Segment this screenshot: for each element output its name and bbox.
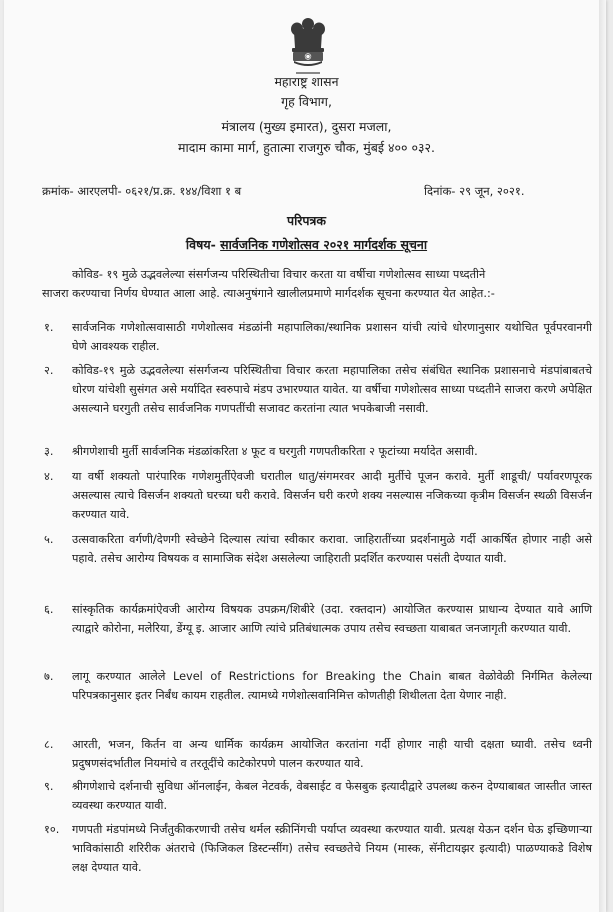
item-number: १. [44,321,54,334]
item-number: १०. [44,823,60,836]
item-text: कोविड-१९ मुळे उद्भवलेल्या संसर्गजन्य परिस्थितीचा विचार करता महापालिका तसेच संबंधित स्थानिक प्रशासनाचे मंडपांबाबतचे धोरण यांचेशी सुसंगत असे मर्यादित स्वरुपाचे मंडप उभारण्यात यावेत. या वर्षीचा गणेशोत्सव साध्या पध्दतीने साजरा करणे अपेक्षित असल्याने घरगुती तसेच सार्वजनिक गणपतींची सजावट करतांना त्यात भपकेबाजी नसावी. [72,364,592,415]
reference-number: क्रमांक- आरएलपी- ०६२१/प्र.क्र. १४४/विशा १ ब [42,184,242,198]
item-text: गणपती मंडपांमध्ये निर्जंतुकीकरणाची तसेच थर्मल स्क्रीनिंगची पर्याप्त व्यवस्था करण्यात यावी. प्रत्यक्ष येऊन दर्शन घेऊ इच्छिणाऱ्या भाविकांसाठी शरिरीक अंतराचे (फिजिकल डिस्टन्सींग) तसेच स्वच्छतेचे नियम (मास्क, सॅनीटायझर इत्यादी) पाळण्याकडे विशेष लक्ष देण्यात यावे. [72,823,592,874]
issuing-authority: महाराष्ट्र शासन [274,74,339,89]
item-number: ४. [44,470,54,483]
intro-line-1: कोविड- १९ मुळे उद्भवलेल्या संसर्गजन्य परिस्थितीचा विचार करता या वर्षीचा गणेशोत्सव साध्या पध्दतीने [72,268,486,281]
item-text: श्रीगणेशाची मुर्ती सार्वजनिक मंडळांकरिता ४ फूट व घरगुती गणपतीकरिता २ फूटांच्या मर्यादेत असावी. [72,445,478,458]
address-line-1: मंत्रालय (मुख्य इमारत), दुसरा मजला, [221,119,392,134]
item-number: ८. [44,738,54,751]
item-text: आरती, भजन, किर्तन वा अन्य धार्मिक कार्यक्रम आयोजित करतांना गर्दी होणार नाही याची दक्षता घ्यावी. तसेच ध्वनी प्रदुषणसंदर्भातील नियमांचे व तरतूदींचे काटेकोरपणे पालन करण्यात यावे. [72,738,592,770]
issuing-department: गृह विभाग, [281,94,332,109]
subject-line [0,236,613,253]
item-text: सांस्कृतिक कार्यक्रमांऐवजी आरोग्य विषयक उपक्रम/शिबीरे (उदा. रक्तदान) आयोजित करण्यास प्राधान्य देण्यात यावे आणि त्याद्वारे कोरोना, मलेरिया, डेंग्यू इ. आजार आणि त्यांचे प्रतिबंधात्मक उपाय तसेच स्वच्छता याबाबत जनजागृती करण्यात यावी. [72,603,592,635]
item-number: २. [44,364,54,377]
subject-text: सार्वजनिक गणेशोत्सव २०२१ मार्गदर्शक सूचना [220,237,428,252]
issue-date: दिनांक- २९ जून, २०२१. [424,184,525,198]
item-number: ७. [44,670,54,683]
intro-line-2: साजरा करण्याचा निर्णय घेण्यात आला आहे. त्याअनुषंगाने खालीलप्रमाणे मार्गदर्शक सूचना करण्यात येत आहेत.:- [42,287,495,300]
subject-prefix: विषय- [185,237,221,252]
document-type: परिपत्रक [286,213,327,228]
item-text: लागू करण्यात आलेले Level of Restrictions for Breaking the Chain बाबत वेळोवेळी निर्गमित केलेल्या परिपत्रकानुसार इतर निर्बंध कायम राहतील. त्यामध्ये गणेशोत्सवानिमित्त कोणतीही शिथीलता देता येणार नाही. [72,670,592,702]
item-text: सार्वजनिक गणेशोत्सवासाठी गणेशोत्सव मंडळांनी महापालिका/स्थानिक प्रशासन यांची त्यांचे धोरणानुसार यथोचित पूर्वपरवानगी घेणे आवश्यक राहील. [72,321,592,353]
item-number: ६. [44,603,54,616]
item-text: श्रीगणेशाचे दर्शनाची सुविधा ऑनलाईन, केबल नेटवर्क, वेबसाईट व फेसबुक इत्यादीद्वारे उपलब्ध करुन देण्याबाबत जास्तीत जास्त व्यवस्था करण्यात यावी. [72,780,592,812]
item-text: या वर्षी शक्यतो पारंपारिक गणेशमुर्तीऐवजी घरातील धातु/संगमरवर आदी मुर्तीचे पूजन करावे. मुर्ती शाडूची/ पर्यावरणपूरक असल्यास त्याचे विसर्जन शक्यतो घरच्या घरी करावे. विसर्जन घरी करणे शक्य नसल्यास नजिकच्या कृत्रीम विसर्जन स्थळी विसर्जन करण्यात यावे. [72,470,592,521]
item-number: ३. [44,445,54,458]
item-number: ९. [44,780,54,793]
item-text: उत्सवाकरिता वर्गणी/देणगी स्वेच्छेने दिल्यास त्यांचा स्वीकार करावा. जाहिरातींच्या प्रदर्शनामुळे गर्दी आकर्षित होणार नाही असे पहावे. तसेच आरोग्य विषयक व सामाजिक संदेश असलेल्या जाहिराती प्रदर्शित करण्यास पसंती देण्यात यावी. [72,533,592,565]
address-line-2: मादाम कामा मार्ग, हुतात्मा राजगुरु चौक, मुंबई ४०० ०३२. [178,140,435,155]
intro-paragraph [42,265,588,303]
item-number: ५. [44,533,54,546]
state-emblem-icon [280,14,336,78]
